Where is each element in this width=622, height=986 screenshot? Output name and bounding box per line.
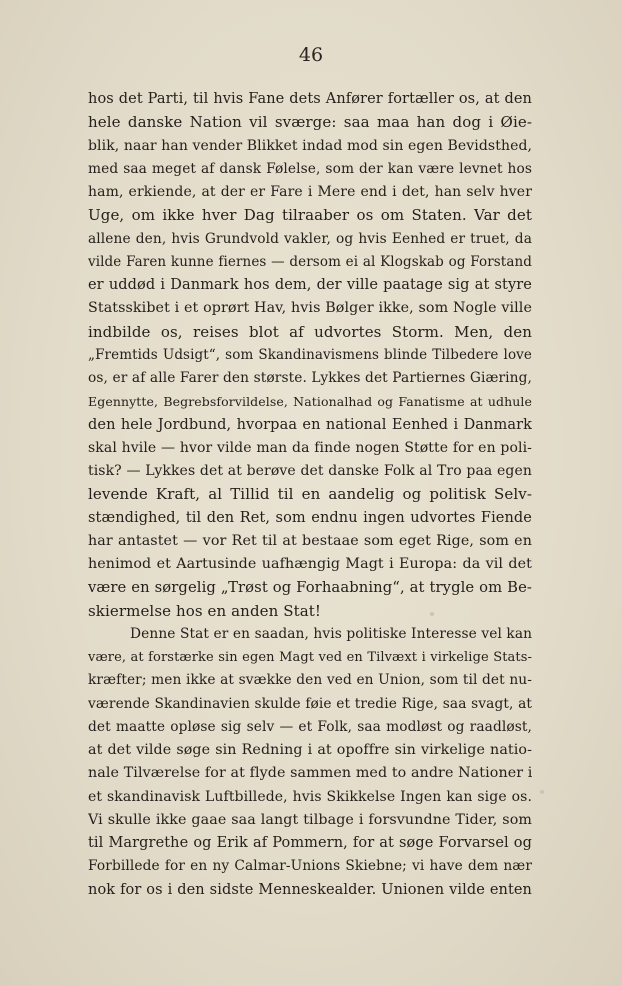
text-line: blik, naar han vender Blikket indad mod sin egen Bevidsthed, [88,137,532,154]
text-line: den hele Jordbund, hvorpaa en national Eenhed i Danmark [88,416,532,433]
text-line: levende Kraft, al Tillid til en aandelig og politisk Selv- [88,485,532,504]
text-line: det maatte opløse sig selv — et Folk, saa modløst og raadløst, [88,718,532,735]
text-line: har antastet — vor Ret til at bestaae som eget Rige, som en [88,532,532,549]
text-line: være en sørgelig „Trøst og Forhaabning“, at trygle om Be- [88,579,532,597]
paragraph-first-line: Denne Stat er en saadan, hvis politiske Interesse vel kan [130,625,532,642]
text-line: med saa meget af dansk Følelse, som der kan være levnet hos [88,160,532,177]
text-line: stændighed, til den Ret, som endnu ingen udvortes Fiende [88,509,532,526]
text-line: os, er af alle Farer den største. Lykkes det Partiernes Giæring, [88,370,532,386]
text-line: Statsskibet i et oprørt Hav, hvis Bølger ikke, som Nogle ville [88,300,532,317]
text-line: til Margrethe og Erik af Pommern, for at søge Forvarsel og [88,835,532,851]
text-line: hos det Parti, til hvis Fane dets Anfører fortæller os, at den [88,91,532,107]
text-line: et skandinavisk Luftbillede, hvis Skikkelse Ingen kan sige os. [88,788,532,805]
text-line: Egennytte, Begrebsforvildelse, Nationalhad og Fanatisme at udhule [88,394,532,410]
text-line: „Fremtids Udsigt“, som Skandinavismens blinde Tilbedere love [88,346,532,363]
text-line: hele danske Nation vil sværge: saa maa han dog i Øie- [88,113,532,132]
paper-stain [540,790,544,794]
text-line: værende Skandinavien skulde føie et tredie Rige, saa svagt, at [88,695,532,712]
text-line: Forbillede for en ny Calmar-Unions Skiebne; vi have dem nær [88,858,532,875]
text-line: kræfter; men ikke at svække den ved en Union, som til det nu- [88,672,532,689]
text-line: skal hvile — hvor vilde man da finde nogen Støtte for en poli- [88,439,532,456]
text-line: at det vilde søge sin Redning i at opoffre sin virkelige natio- [88,742,532,758]
text-line: allene den, hvis Grundvold vakler, og hvis Eenhed er truet, da [88,230,532,247]
text-line: Vi skulle ikke gaae saa langt tilbage i forsvundne Tider, som [88,811,532,828]
text-line: vilde Faren kunne fiernes — dersom ei al Klogskab og Forstand [88,253,532,270]
body-text [88,88,532,902]
text-line: nale Tilværelse for at flyde sammen med to andre Nationer i [88,765,532,782]
text-line: er uddød i Danmark hos dem, der ville paatage sig at styre [88,277,532,293]
text-line: tisk? — Lykkes det at berøve det danske Folk al Tro paa egen [88,463,532,479]
text-line: Uge, om ikke hver Dag tilraaber os om Staten. Var det [88,206,532,225]
text-line: indbilde os, reises blot af udvortes Storm. Men, den [88,322,532,341]
text-line: skiermelse hos en anden Stat! [88,601,322,620]
page-number: 46 [298,44,324,66]
text-line: henimod et Aartusinde uafhængig Magt i Europa: da vil det [88,556,532,572]
text-line: nok for os i den sidste Menneskealder. Unionen vilde enten [88,881,532,898]
text-line: ham, erkiende, at der er Fare i Mere end i det, han selv hver [88,184,532,200]
text-line: være, at forstærke sin egen Magt ved en Tilvæxt i virkelige Stats- [88,650,532,665]
